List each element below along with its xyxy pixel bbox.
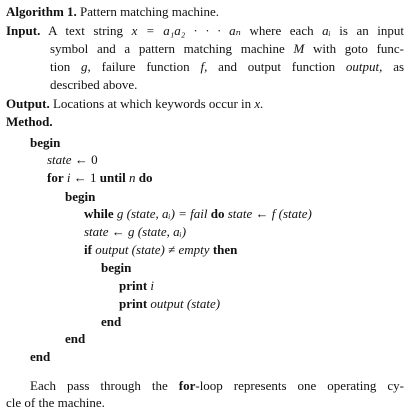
input-text: as bbox=[393, 59, 405, 74]
code-end: end bbox=[101, 314, 122, 329]
input-text: tion bbox=[50, 59, 71, 74]
code-keyword: for bbox=[47, 170, 64, 185]
code-line-state-init bbox=[47, 151, 98, 168]
code-text: ← 0 bbox=[74, 152, 98, 167]
code-end: end bbox=[65, 331, 86, 346]
input-text: A text string bbox=[48, 23, 124, 38]
code-keyword: print bbox=[119, 296, 148, 311]
code-keyword: do bbox=[210, 206, 225, 221]
code-line-print-i bbox=[119, 277, 154, 294]
code-ident: i bbox=[66, 170, 71, 185]
input-text: and output function bbox=[218, 59, 336, 74]
code-ident: state ← g (state, aᵢ) bbox=[84, 224, 187, 239]
code-ident: i bbox=[150, 278, 155, 293]
code-ident: state bbox=[47, 152, 72, 167]
code-begin: begin bbox=[101, 260, 132, 275]
code-keyword: if bbox=[84, 242, 92, 257]
footer-text: Each pass through the bbox=[30, 378, 168, 393]
algorithm-title: Pattern matching machine. bbox=[80, 4, 220, 19]
input-line-2 bbox=[50, 40, 404, 57]
input-line-3 bbox=[50, 58, 404, 75]
output-math: x. bbox=[254, 96, 264, 111]
footer-keyword: for bbox=[178, 378, 196, 393]
algorithm-heading bbox=[6, 3, 219, 20]
input-text: with goto func- bbox=[312, 41, 405, 56]
footer-line-1 bbox=[30, 377, 404, 394]
input-text: symbol and a pattern matching machine bbox=[50, 41, 285, 56]
code-ident: output (state) ≠ empty bbox=[95, 242, 210, 257]
input-math: aᵢ bbox=[322, 23, 331, 38]
input-line-4 bbox=[50, 76, 137, 93]
footer-text: -loop represents one operating cy- bbox=[195, 378, 404, 393]
code-keyword: do bbox=[138, 170, 153, 185]
code-end: end bbox=[30, 349, 51, 364]
code-ident: output (state) bbox=[150, 296, 221, 311]
input-math: M bbox=[293, 41, 305, 56]
input-math: x = a₁a₂ · · · aₙ bbox=[131, 23, 241, 38]
code-line-while bbox=[84, 205, 312, 222]
footer-line-2: cle of the machine. bbox=[6, 395, 105, 410]
code-ident: g (state, aᵢ) = fail bbox=[116, 206, 208, 221]
code-keyword: until bbox=[99, 170, 126, 185]
code-text: ← 1 bbox=[73, 170, 97, 185]
code-line-print-output bbox=[119, 295, 220, 312]
code-ident: n bbox=[129, 170, 136, 185]
code-line-if bbox=[84, 241, 237, 258]
code-begin: begin bbox=[30, 135, 61, 150]
code-keyword: print bbox=[119, 278, 148, 293]
code-keyword: then bbox=[212, 242, 238, 257]
code-line-goto bbox=[84, 223, 186, 240]
algorithm-label: Algorithm 1. bbox=[6, 4, 77, 19]
output-text: Locations at which keywords occur in bbox=[52, 96, 252, 111]
input-math: output, bbox=[345, 59, 383, 74]
input-text: failure function bbox=[101, 59, 190, 74]
input-math: f, bbox=[200, 59, 208, 74]
code-begin: begin bbox=[65, 189, 96, 204]
input-text: where each bbox=[249, 23, 314, 38]
input-label: Input. bbox=[6, 23, 41, 38]
input-text: is an input bbox=[339, 23, 404, 38]
code-line-for bbox=[47, 169, 152, 186]
output-line bbox=[6, 95, 263, 112]
method-label: Method. bbox=[6, 114, 53, 129]
code-ident: state ← f (state) bbox=[227, 206, 312, 221]
output-label: Output. bbox=[6, 96, 50, 111]
input-line-1 bbox=[6, 22, 404, 39]
input-math: g, bbox=[81, 59, 91, 74]
code-keyword: while bbox=[84, 206, 114, 221]
input-text: described above. bbox=[50, 77, 138, 92]
